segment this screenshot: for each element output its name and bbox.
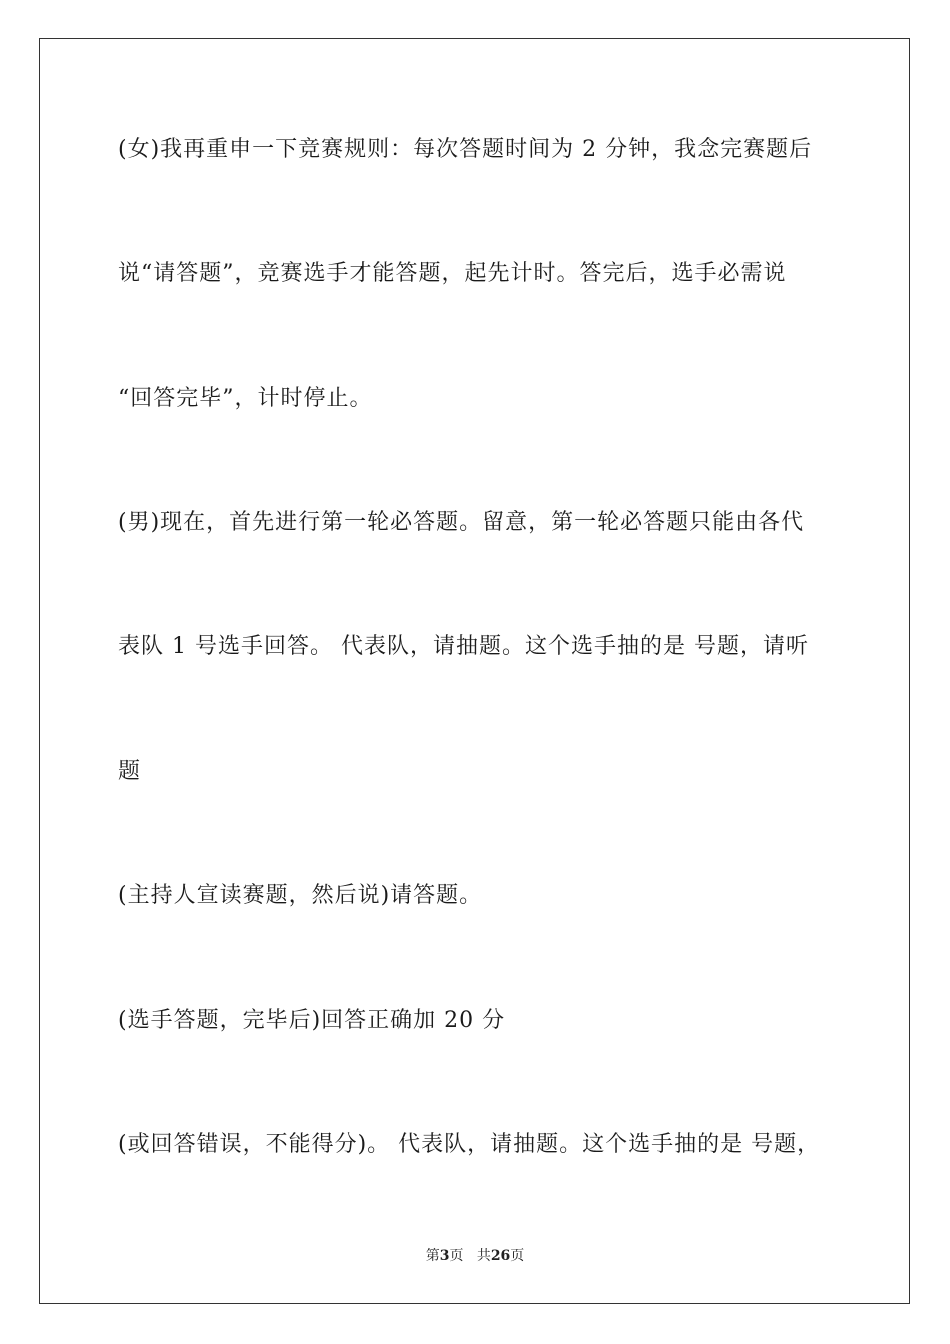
footer-page-suffix: 页 [449, 1248, 464, 1264]
text-line-1: (女)我再重申一下竞赛规则：每次答题时间为 2 分钟，我念完赛题后 [118, 137, 813, 162]
text-line-5: 表队 1 号选手回答。 代表队，请抽题。这个选手抽的是 号题，请听 [118, 634, 809, 659]
text-line-8: (选手答题，完毕后)回答正确加 20 分 [118, 1008, 506, 1033]
text-line-2: 说“请答题”，竞赛选手才能答题，起先计时。答完后，选手必需说 [118, 261, 787, 286]
footer-total-suffix: 页 [510, 1248, 525, 1264]
text-line-7: (主持人宣读赛题，然后说)请答题。 [118, 883, 483, 908]
text-line-6: 题 [118, 759, 142, 784]
footer-total-pages: 26 [490, 1248, 511, 1264]
text-line-4: (男)现在，首先进行第一轮必答题。留意，第一轮必答题只能由各代 [118, 510, 805, 535]
footer-total-prefix: 共 [476, 1248, 491, 1264]
text-line-9: (或回答错误，不能得分)。 代表队，请抽题。这个选手抽的是 号题， [118, 1132, 821, 1157]
footer-page-number: 3 [439, 1248, 450, 1264]
page-footer [0, 1247, 950, 1265]
text-line-3: “回答完毕”，计时停止。 [118, 386, 373, 411]
footer-page-prefix: 第 [425, 1248, 440, 1264]
page-border [39, 38, 910, 1304]
